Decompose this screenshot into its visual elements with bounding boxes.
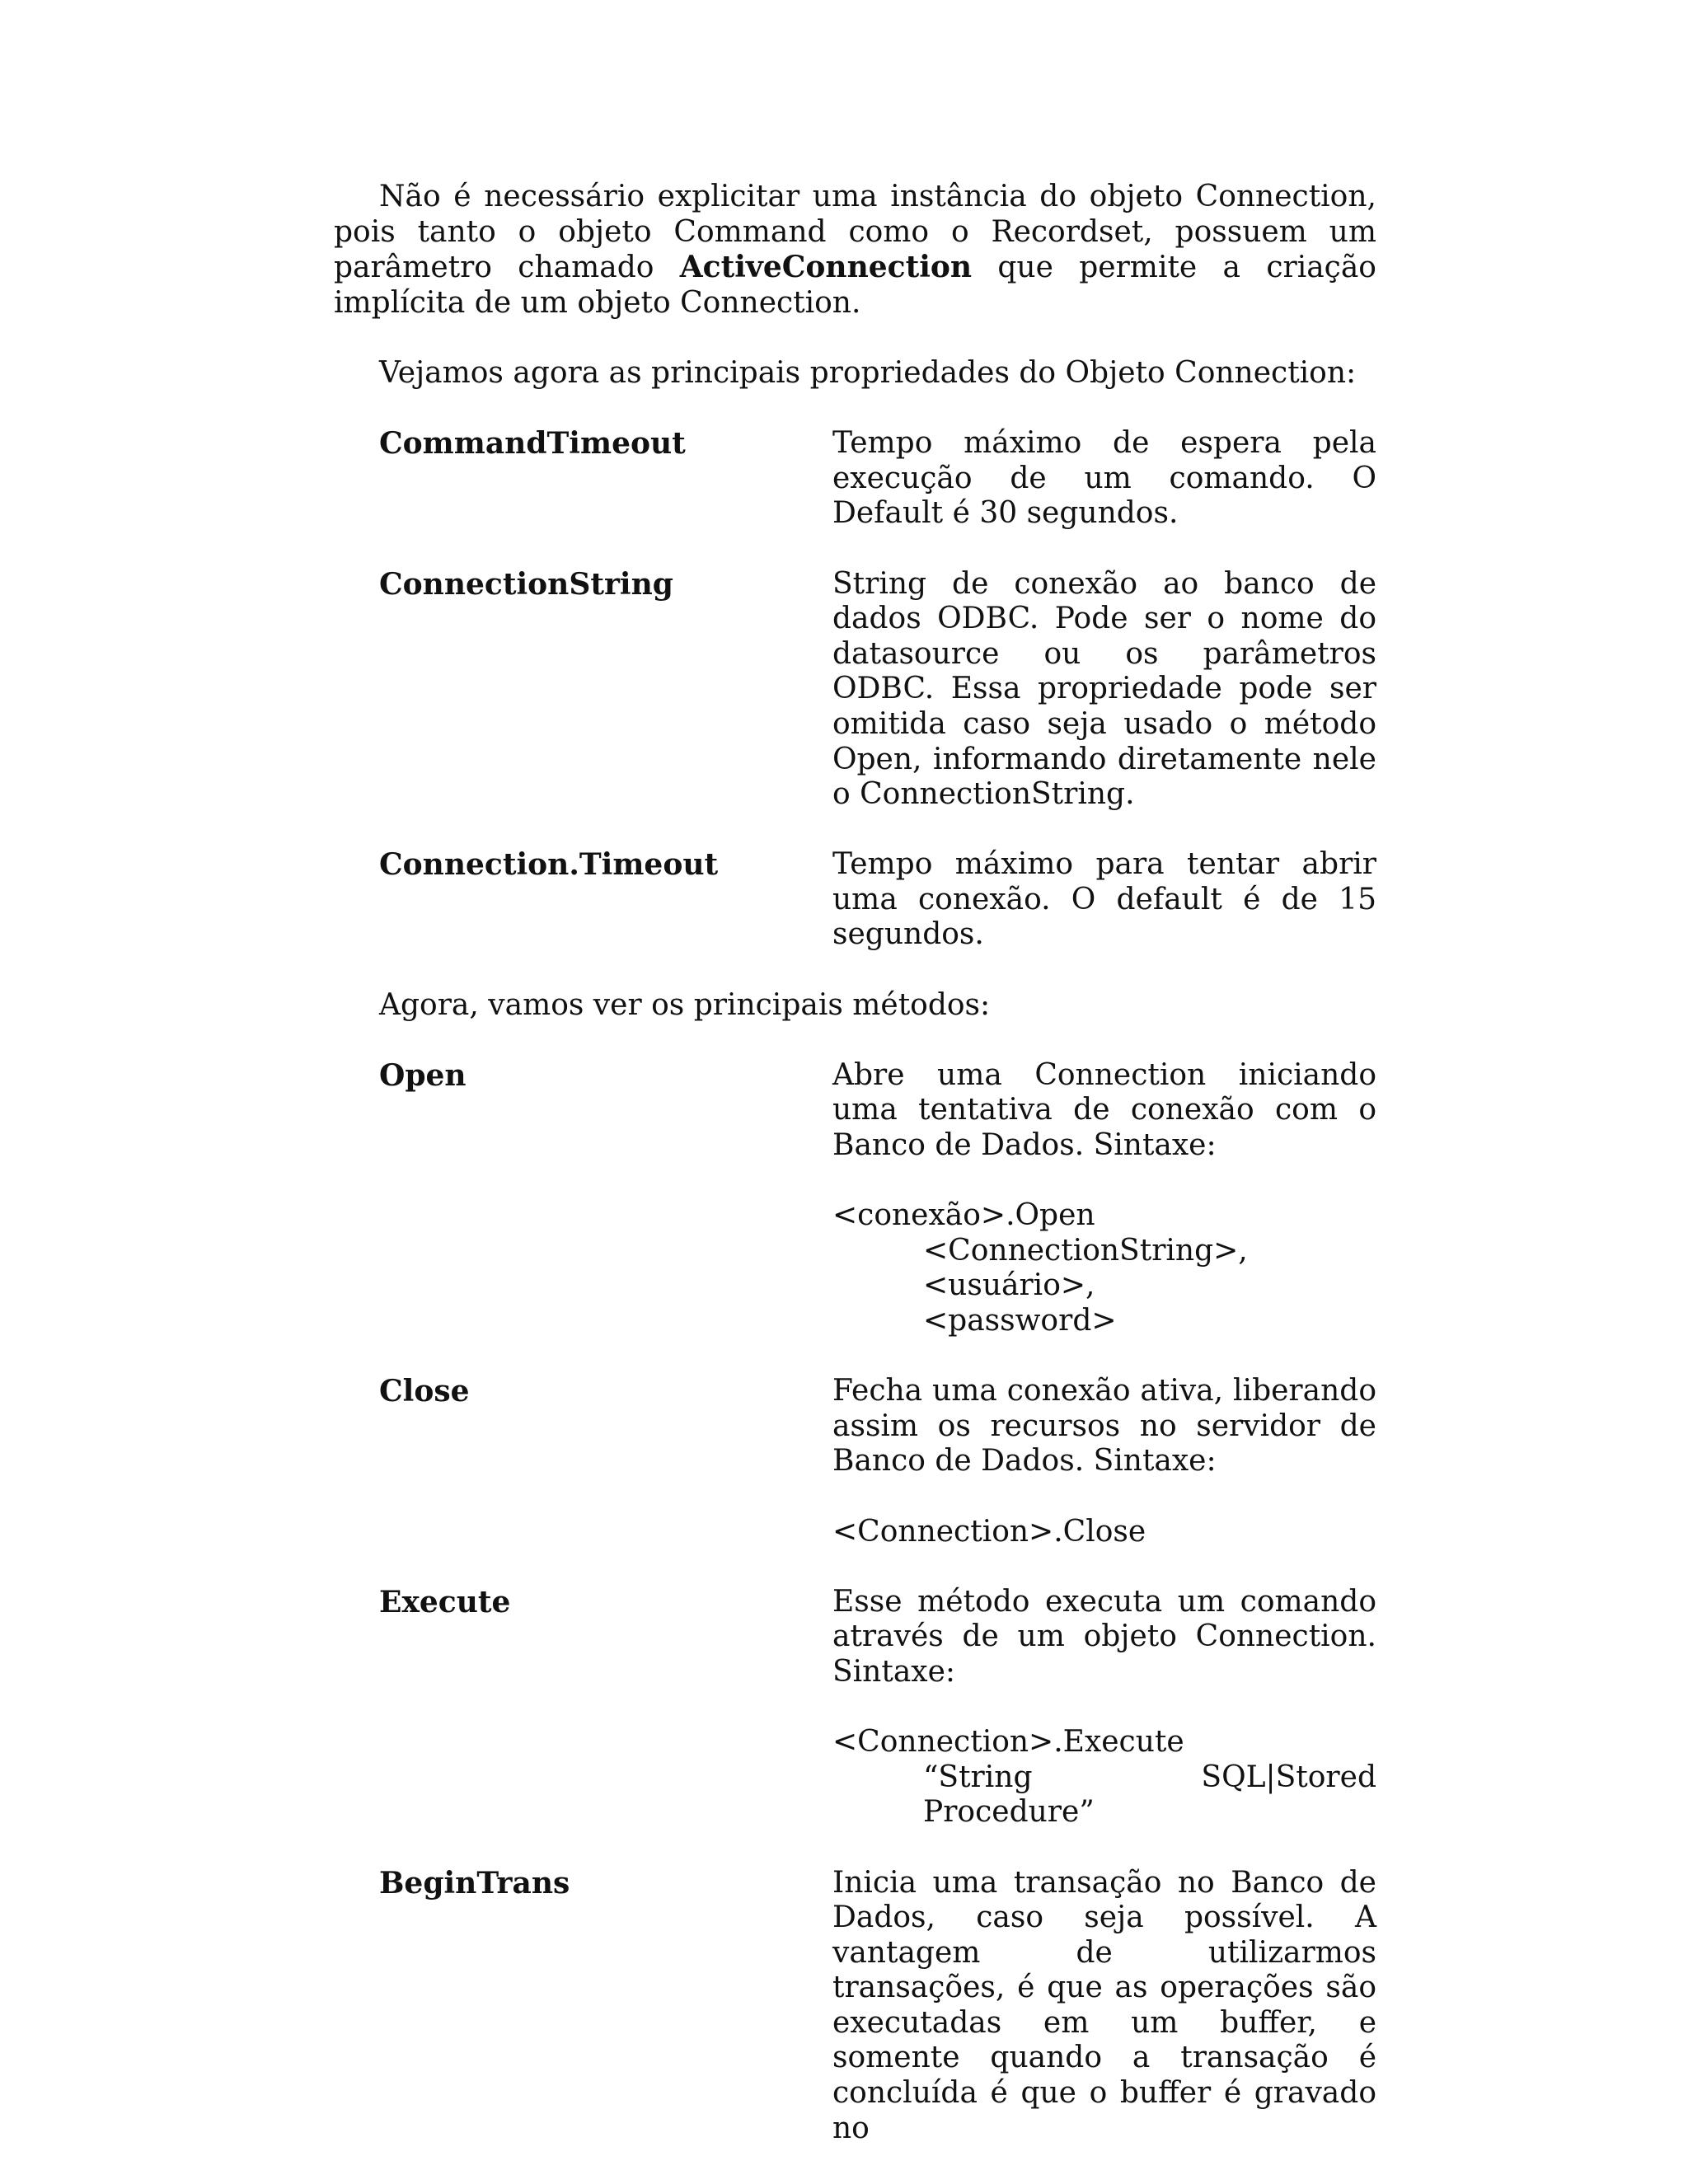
method-desc: Fecha uma conexão ativa, liberando assim os recursos no servidor de Banco de Dados. Sintaxe: bbox=[832, 1374, 1376, 1479]
property-connection-timeout bbox=[334, 847, 1376, 953]
properties-intro: Vejamos agora as principais propriedades do Objeto Connection: bbox=[379, 355, 1357, 390]
syntax-arg: <password> bbox=[923, 1304, 1117, 1338]
method-desc: Abre uma Connection iniciando uma tentativa de conexão com o Banco de Dados. Sintaxe: bbox=[832, 1057, 1376, 1163]
intro-text-before: Não é necessário explicitar uma instância do objeto Connection, pois tanto o objeto Command como o Recordset, possuem um parâmetro chamado bbox=[334, 180, 1376, 285]
property-desc: Tempo máximo para tentar abrir uma conexão. O default é de 15 segundos. bbox=[832, 847, 1376, 952]
method-close bbox=[334, 1374, 1376, 1549]
syntax-arg: <ConnectionString>, bbox=[923, 1233, 1248, 1268]
syntax-head: <Connection>.Execute bbox=[832, 1725, 1184, 1760]
intro-paragraph bbox=[334, 180, 1376, 321]
method-term: BeginTrans bbox=[379, 1865, 570, 1900]
syntax-head: <conexão>.Open bbox=[832, 1198, 1095, 1233]
method-syntax bbox=[832, 1515, 1376, 1550]
method-term: Open bbox=[379, 1057, 467, 1093]
property-desc: Tempo máximo de espera pela execução de um comando. O Default é 30 segundos. bbox=[832, 426, 1376, 531]
method-syntax bbox=[832, 1725, 1376, 1830]
property-term: Connection.Timeout bbox=[379, 847, 719, 883]
property-connectionstring bbox=[334, 567, 1376, 813]
methods-intro: Agora, vamos ver os principais métodos: bbox=[379, 987, 991, 1022]
method-term: Close bbox=[379, 1374, 470, 1409]
property-term: ConnectionString bbox=[379, 566, 673, 602]
intro-text-after: que permite a criação implícita de um objeto Connection. bbox=[334, 251, 1376, 320]
property-term: CommandTimeout bbox=[379, 426, 686, 462]
method-desc: Inicia uma transação no Banco de Dados, caso seja possível. A vantagem de utilizarmos transações, é que as operações são executadas em um buffer, e somente quando a transação é concluída é que o buffer é gravado no bbox=[832, 1865, 1376, 2145]
method-desc-block bbox=[832, 1058, 1376, 1339]
property-desc: String de conexão ao banco de dados ODBC. Pode ser o nome do datasource ou os parâmetros ODBC. Essa propriedade pode ser omitida caso seja usado o método Open, informando diretamente nele o ConnectionString. bbox=[832, 566, 1376, 812]
active-connection-term: ActiveConnection bbox=[679, 250, 973, 285]
syntax-head: <Connection>.Close bbox=[832, 1514, 1146, 1549]
method-execute bbox=[334, 1585, 1376, 1830]
method-open bbox=[334, 1058, 1376, 1339]
method-term: Execute bbox=[379, 1584, 511, 1619]
method-desc-block bbox=[832, 1585, 1376, 1830]
document-page bbox=[334, 180, 1376, 2146]
method-desc: Esse método executa um comando através de um objeto Connection. Sintaxe: bbox=[832, 1584, 1376, 1689]
method-desc-block bbox=[832, 1374, 1376, 1549]
method-begintrans bbox=[334, 1866, 1376, 2147]
syntax-arg: <usuário>, bbox=[923, 1268, 1095, 1303]
property-commandtimeout bbox=[334, 426, 1376, 532]
method-syntax bbox=[832, 1198, 1376, 1338]
syntax-arg: “String SQL|Stored Procedure” bbox=[923, 1760, 1376, 1830]
